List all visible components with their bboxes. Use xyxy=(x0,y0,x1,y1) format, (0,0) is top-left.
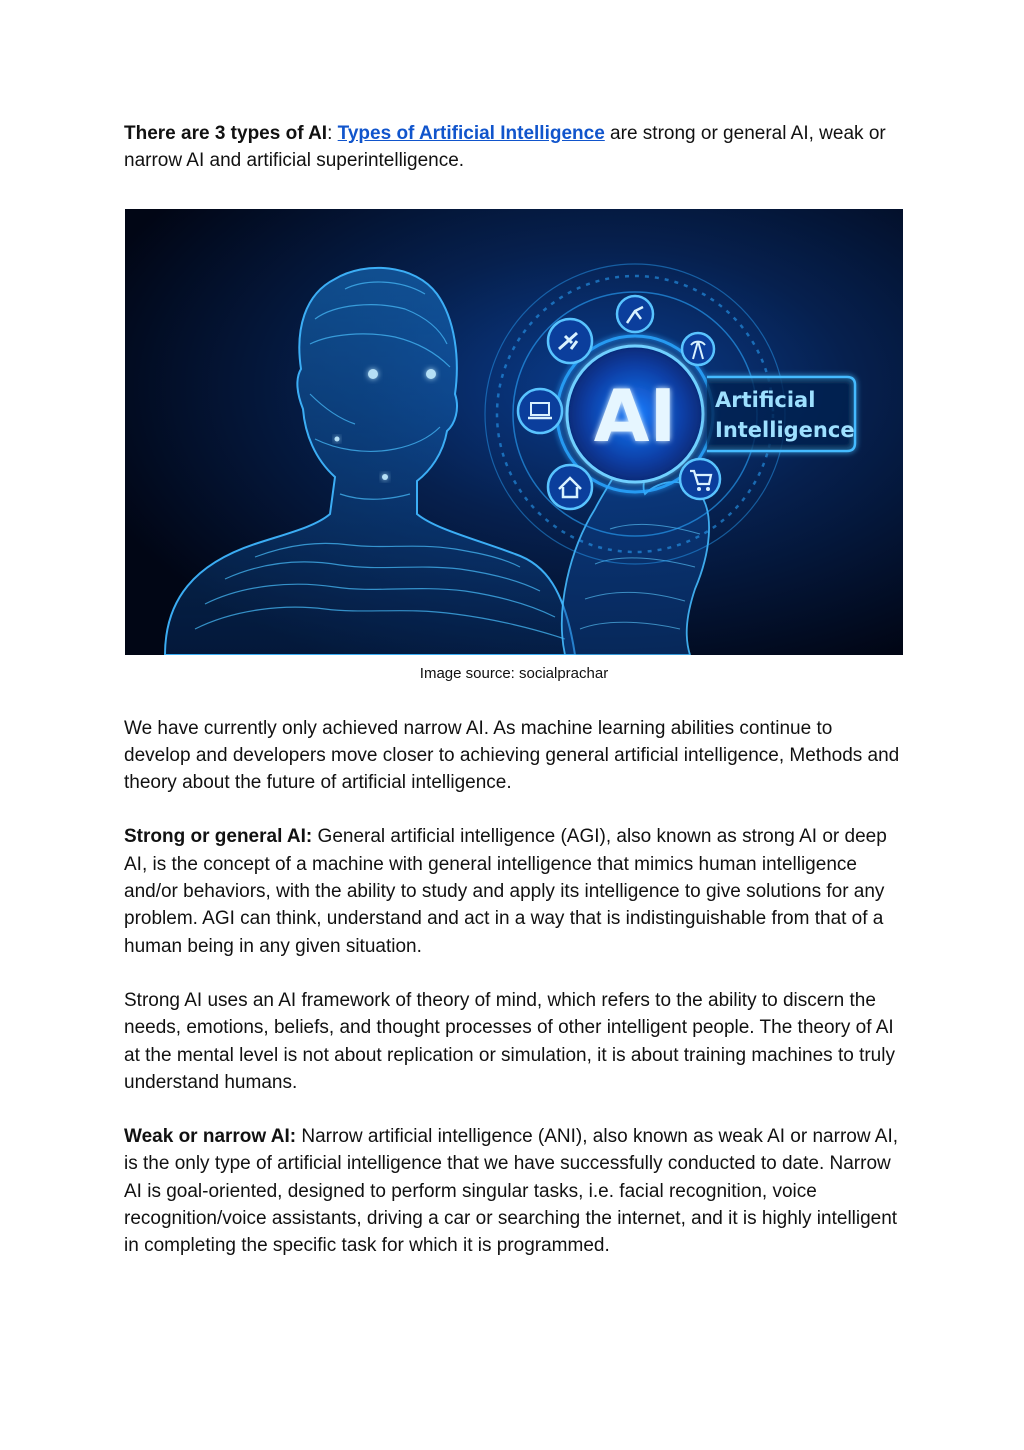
strong-ai-text: General artificial intelligence (AGI), also known as strong AI or deep AI, is the concept of a machine with general intelligence that mimics human intelligence and/or behaviors, with the ability to study and apply its intelligence to give solutions for any problem. AGI can think, understand and act in a way that is indistinguishable from that of a human being in any given situation. xyxy=(124,826,887,957)
cart-icon xyxy=(680,459,720,499)
paragraph-strong-ai xyxy=(124,823,904,959)
intro-rest: are strong or general AI, weak or narrow AI and artificial superintelligence. xyxy=(124,123,886,172)
paragraph-theory-of-mind: Strong AI uses an AI framework of theory of mind, which refers to the ability to discern the needs, emotions, beliefs, and thought processes of other intelligent people. The theory of AI at the mental level is not about replication or simulation, it is about training machines to truly understand humans. xyxy=(124,989,895,1093)
laptop-icon xyxy=(518,389,562,433)
intro-paragraph xyxy=(124,120,904,175)
paragraph-narrow-ai-intro: We have currently only achieved narrow AI. As machine learning abilities continue to develop and developers move closer to achieving general artificial intelligence, Methods and theory about the future of artificial intelligence. xyxy=(124,717,900,794)
intro-bold: There are 3 types of AI xyxy=(124,123,328,144)
robot-arm-icon xyxy=(617,296,653,332)
strong-ai-heading: Strong or general AI: xyxy=(124,826,313,848)
label-line2: Intelligence xyxy=(715,417,855,442)
label-line1: Artificial xyxy=(715,387,816,412)
airplane-icon xyxy=(548,319,592,363)
home-icon xyxy=(548,465,592,509)
types-of-ai-link[interactable]: Types of Artificial Intelligence xyxy=(337,123,605,144)
signal-tower-icon xyxy=(682,333,714,365)
weak-ai-text: Narrow artificial intelligence (ANI), also known as weak AI or narrow AI, is the only type of artificial intelligence that we have successfully conducted to date. Narrow AI is goal-oriented, designed to perform singular tasks, i.e. facial recognition, voice recognition/voice assistants, driving a car or searching the internet, and it is highly intelligent in completing the specific task for which it is programmed. xyxy=(124,1126,899,1257)
image-caption: Image source: socialprachar xyxy=(419,664,609,682)
ai-hub-text: AI xyxy=(593,373,677,458)
intro-colon: : xyxy=(327,123,333,144)
ai-illustration xyxy=(125,209,903,655)
paragraph-weak-ai xyxy=(124,1123,904,1259)
artificial-intelligence-label xyxy=(707,377,855,451)
ai-illustration-svg xyxy=(125,209,903,655)
document-page xyxy=(124,120,904,1287)
weak-ai-heading: Weak or narrow AI: xyxy=(124,1126,297,1148)
